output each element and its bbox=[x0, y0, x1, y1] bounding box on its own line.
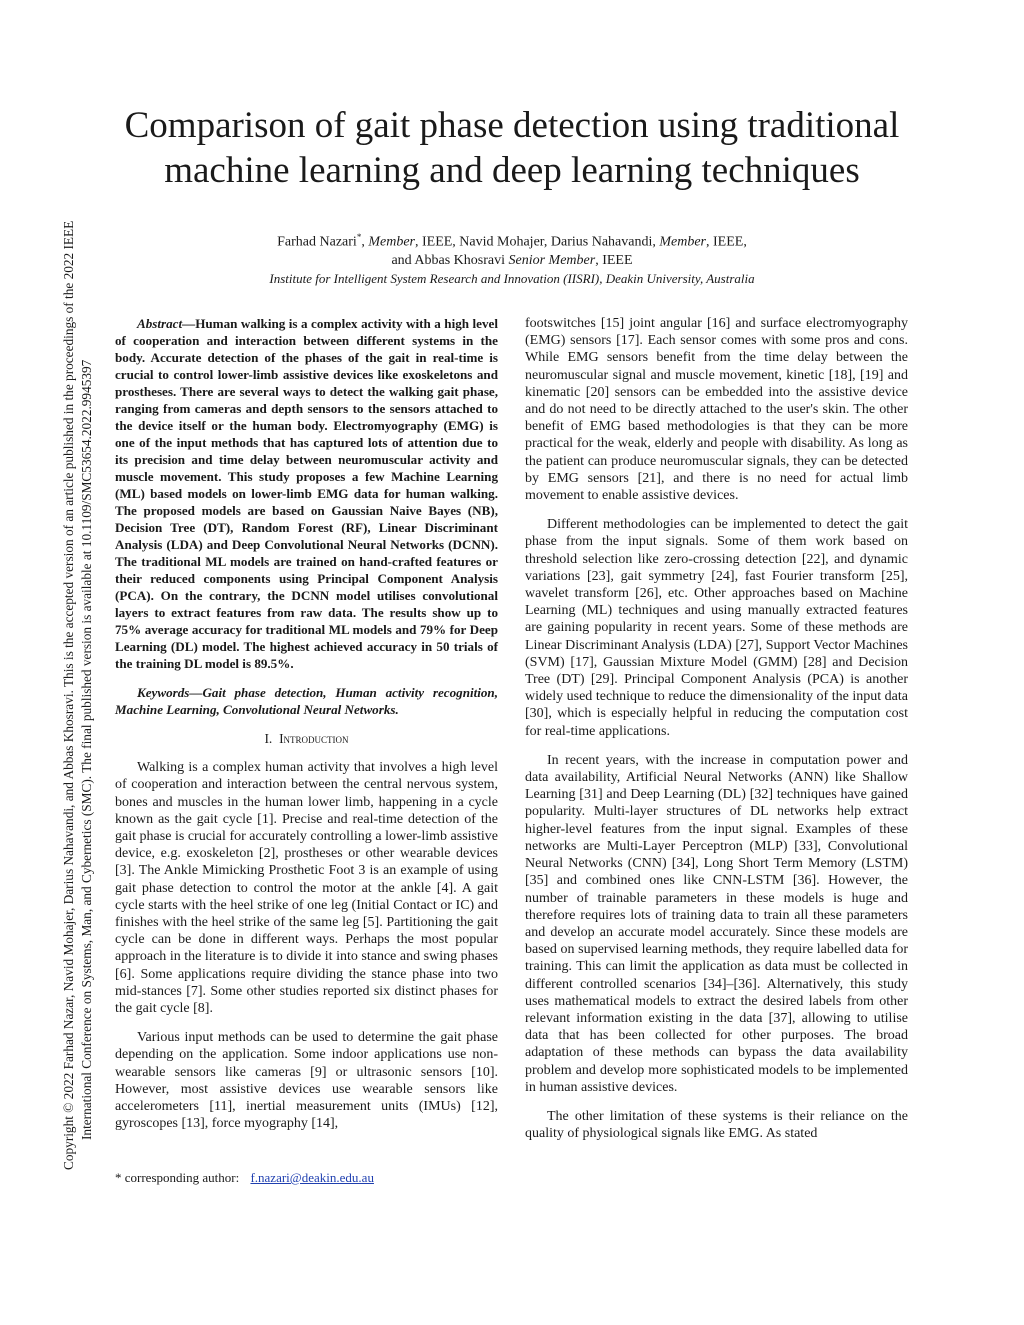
section-number: I. bbox=[264, 731, 273, 746]
member-label: Senior Member bbox=[508, 252, 596, 268]
author-name: and Abbas Khosravi bbox=[391, 252, 509, 268]
section-heading-introduction bbox=[115, 730, 498, 747]
author-block bbox=[160, 228, 864, 288]
title-line-2: machine learning and deep learning techniques bbox=[164, 150, 860, 191]
author-line-1: Farhad Nazari*, Member, IEEE, Navid Mohajer, Darius Nahavandi, Member, IEEE, bbox=[277, 232, 747, 250]
corresponding-mark: * bbox=[356, 232, 362, 242]
copyright-line-2: International Conference on Systems, Man, and Cybernetics (SMC). The final published version is available at 10.1109/SMC53654.2022.9945397 bbox=[79, 359, 94, 1140]
copyright-line-1: Copyright © 2022 Farhad Nazar, Navid Mohajer, Darius Nahavandi, and Abbas Khosravi. This is the accepted version of an article published in the proceedings of the 2022 IEEE bbox=[61, 220, 76, 1170]
author-line-2 bbox=[160, 252, 864, 270]
right-column bbox=[525, 315, 908, 1142]
title-line-1: Comparison of gait phase detection using traditional bbox=[124, 105, 900, 146]
member-label: Member bbox=[368, 234, 415, 250]
affiliation: Institute for Intelligent System Research and Innovation (IISRI), Deakin University, Australia bbox=[269, 270, 755, 286]
author-names: , IEEE, Navid Mohajer, Darius Nahavandi, bbox=[414, 234, 660, 250]
keywords-label: Keywords— bbox=[137, 685, 203, 700]
side-copyright-note bbox=[60, 130, 106, 1170]
footnote-label: * corresponding author: bbox=[115, 1170, 240, 1185]
intro-paragraph-1: Walking is a complex human activity that involves a high level of cooperation and interaction between the central nervous system, bones and muscles in the human lower limb, happening in a cycle known as the gait cycle [1]. Precise and real-time detection of the gait phase is crucial for accurately controlling a lower-limb assistive device, e.g. exoskeleton [2], prostheses or other wearable devices [3]. The Ankle Mimicking Prosthetic Foot 3 is an example of using gait phase detection to control the motor at the ankle [4]. A gait cycle starts with the heel strike of one leg (Initial Contact or IC) and finishes with the heel strike of the same leg [5]. Partitioning the gait cycle can be done in different ways. Perhaps the most popular approach in the literature is to divide it into stance and swing phases [6]. Some applications require dividing the stance phase into two mid-stances [7]. Some other studies reported six distinct phases for the gait cycle [8]. bbox=[115, 760, 498, 1017]
keywords-text: Gait phase detection, Human activity recognition, Machine Learning, Convolutional Neural Networks. bbox=[115, 685, 498, 717]
right-paragraph-4: The other limitation of these systems is their reliance on the quality of physiological signals like EMG. As stated bbox=[525, 1108, 908, 1142]
abstract-text: Human walking is a complex activity with a high level of cooperation and interaction between different systems in the body. Accurate detection of the phases of the gait in real-time is crucial to control lower-limb assistive devices like exoskeletons and prostheses. There are several ways to detect the walking gait phase, ranging from cameras and depth sensors to the sensors attached to the device itself or the human body. Electromyography (EMG) is one of the input methods that has captured lots of attention due to its precision and time delay between neuromuscular activity and muscle movement. This study proposes a few Machine Learning (ML) based models on lower-limb EMG data for human walking. The proposed models are based on Gaussian Naive Bayes (NB), Decision Tree (DT), Random Forest (RF), Linear Discriminant Analysis (LDA) and Deep Convolutional Neural Networks (DCNN). The traditional ML models are trained on hand-crafted features or their reduced components using Principal Component Analysis (PCA). On the contrary, the DCNN model utilises convolutional layers to extract features from raw data. The results show up to 75% average accuracy for traditional ML models and 79% for Deep Learning (DL) model. The highest achieved accuracy in 50 trials of the training DL model is 89.5%. bbox=[115, 316, 498, 671]
paper-title bbox=[100, 103, 924, 193]
section-title: Introduction bbox=[279, 731, 349, 746]
footnote bbox=[115, 1170, 498, 1186]
member-label: Member bbox=[659, 234, 707, 250]
author-suffix: , IEEE bbox=[595, 252, 633, 268]
intro-paragraph-2: Various input methods can be used to determine the gait phase depending on the application. Some indoor applications use non-wearable sensors like cameras [9] or ultrasonic sensors [10]. However, most assistive devices use wearable sensors like accelerometers [11], inertial measurement units (IMUs) [12], gyroscopes [13], force myography [14], bbox=[115, 1030, 498, 1132]
corresponding-email-link[interactable]: f.nazari@deakin.edu.au bbox=[250, 1170, 374, 1185]
right-paragraph-2: Different methodologies can be implemented to detect the gait phase from the input signals. Some of them work based on threshold selection like zero-crossing detection [22], and dynamic variations [23], gait symmetry [24], fast Fourier transform [25], wavelet transform [26], etc. Other approaches based on Machine Learning (ML) techniques and using manually extracted features are gaining popularity in recent years. Some of these methods are Linear Discriminant Analysis (LDA) [27], Support Vector Machines (SVM) [17], Gaussian Mixture Model (GMM) [28] and Decision Tree (DT) [29]. Principal Component Analysis (PCA) is another widely used technique to reduce the dimensionality of the input data [30], which is especially helpful in reducing the computation cost for real-time applications. bbox=[525, 517, 908, 739]
author-suffix: , IEEE, bbox=[706, 234, 747, 250]
left-column bbox=[115, 315, 498, 1132]
author-name: Farhad Nazari bbox=[277, 234, 357, 250]
right-paragraph-3: In recent years, with the increase in computation power and data availability, Artificial Neural Networks (ANN) like Shallow Learning [31] and Deep Learning (DL) [32] techniques have gained popularity. Multi-layer structures of DL networks help extract higher-level features from the input signal. Examples of these networks are Multi-Layer Perceptron (MLP) [33], Convolutional Neural Networks (CNN) [34], Long Short Term Memory (LSTM) [35] and combined ones like CNN-LSTM [36]. However, the number of trainable parameters in these models is huge and therefore requires lots of training data to train all these parameters and develop an accurate model accurately. Since these models are based on supervised learning methods, they require labelled data for training. This can limit the application as data must be collected in different controlled scenarios [34]–[36]. Alternatively, this study uses mathematical models to extract the desired labels from other relevant information existing in the data [37], allowing to utilise data that has been collected for other purposes. The broad adaptation of these methods can bypass the data availability problem and develop more sophisticated models to be implemented in human assistive devices. bbox=[525, 752, 908, 1095]
abstract bbox=[115, 315, 498, 672]
abstract-label: Abstract— bbox=[137, 316, 196, 331]
keywords bbox=[115, 684, 498, 718]
right-paragraph-1: footswitches [15] joint angular [16] and surface electromyography (EMG) sensors [17]. Each sensor comes with some pros and cons. While EMG sensors benefit from the time delay between the neuromuscular signal and muscle movement, kinetic [18], [19] and kinematic [20] sensors can be embedded into the assistive device and do not need to be directly attached to the user's skin. The other benefit of EMG based methodologies is that they can be more practical for the weak, elderly and people with disability. As long as the patient can produce neuromuscular signals, they can be detected by EMG sensors [21], and there is no need for actual limb movement to enable assistive devices. bbox=[525, 316, 908, 504]
